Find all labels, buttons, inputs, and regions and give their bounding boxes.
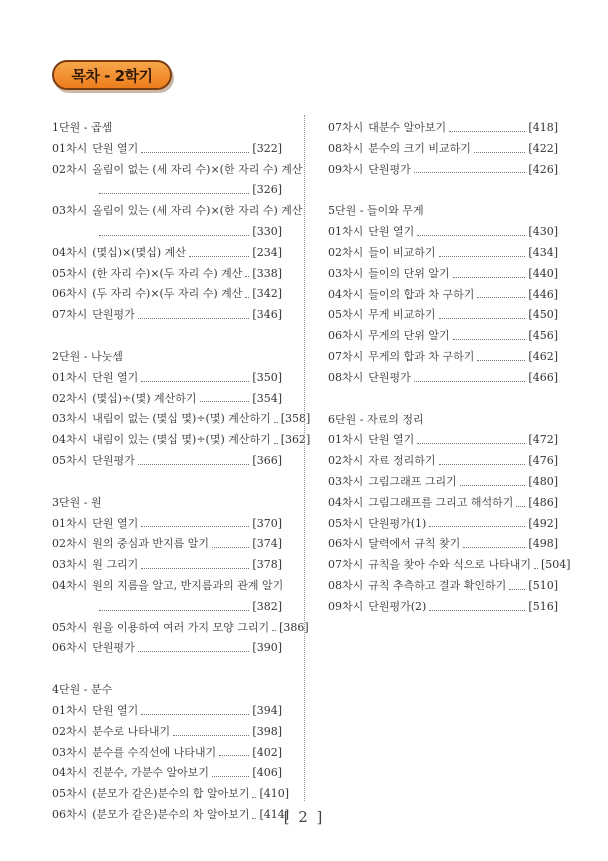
page-ref: [426]	[528, 162, 558, 176]
page-ref: [406]	[252, 766, 282, 780]
entry-title: 들이의 단위 알기	[368, 266, 450, 280]
page-ref: [476]	[528, 454, 558, 468]
page-ref: [462]	[528, 349, 558, 363]
entry-title: (몇십)÷(몇) 계산하기	[92, 391, 197, 405]
page-ref: [440]	[528, 266, 558, 280]
lesson-number: 04차시	[52, 766, 88, 780]
page-ref: [492]	[528, 516, 558, 530]
entry-title: 단원 열기	[92, 141, 139, 155]
entry-line	[52, 451, 282, 472]
lesson-number: 05차시	[52, 620, 88, 634]
entry-title: 달력에서 규칙 찾기	[368, 537, 461, 551]
section-title: 4단원 - 분수	[52, 683, 113, 697]
toc-entry[interactable]	[328, 139, 558, 160]
entry-title: 올림이 있는 (세 자리 수)×(한 자리 수) 계산	[92, 204, 303, 218]
lesson-number: 01차시	[328, 225, 364, 239]
dot-leader	[516, 506, 525, 507]
entry-title: 들이의 합과 차 구하기	[368, 287, 475, 301]
page-ref: [456]	[528, 329, 558, 343]
page-ref: [486]	[528, 495, 558, 509]
toc-entry[interactable]	[52, 284, 282, 305]
page-ref: [342]	[252, 287, 282, 301]
lesson-number: 02차시	[52, 391, 88, 405]
column-divider	[304, 115, 305, 801]
page-ref: [358]	[280, 412, 311, 426]
dot-leader	[141, 526, 249, 527]
dot-leader	[509, 589, 525, 590]
toc-section	[52, 680, 290, 826]
entry-line	[328, 576, 558, 597]
dot-leader	[439, 318, 526, 319]
page-ref: [480]	[528, 474, 558, 488]
lesson-number: 06차시	[328, 329, 364, 343]
toc-entry[interactable]	[52, 576, 282, 618]
toc-entry[interactable]	[52, 201, 303, 243]
section-title: 5단원 - 들이와 무게	[328, 204, 424, 218]
page-ref: [354]	[252, 391, 282, 405]
dot-leader	[429, 526, 525, 527]
entry-title: (한 자리 수)×(두 자리 수) 계산	[92, 266, 243, 280]
dot-leader	[460, 485, 526, 486]
lesson-number: 04차시	[52, 578, 88, 592]
dot-leader	[141, 568, 249, 569]
lesson-number: 05차시	[328, 516, 364, 530]
section-title: 2단원 - 나눗셈	[52, 349, 123, 363]
lesson-number: 09차시	[328, 599, 364, 613]
entry-title: 분수로 나타내기	[92, 724, 171, 738]
lesson-number: 06차시	[52, 287, 88, 301]
toc-entry[interactable]	[52, 514, 282, 535]
dot-leader	[200, 401, 250, 402]
toc-right-column	[328, 118, 571, 639]
entry-title: 단원 열기	[368, 225, 415, 239]
dot-leader	[245, 297, 249, 298]
entry-line	[52, 160, 303, 181]
lesson-number: 08차시	[328, 141, 364, 155]
entry-line	[328, 305, 558, 326]
lesson-number: 02차시	[52, 724, 88, 738]
dot-leader	[138, 318, 250, 319]
toc-entry[interactable]	[52, 139, 282, 160]
entry-line	[52, 389, 282, 410]
page-ref: [370]	[252, 516, 282, 530]
entry-line	[52, 139, 282, 160]
entry-title: 단원평가	[92, 308, 135, 322]
lesson-number: 02차시	[52, 162, 88, 176]
toc-section	[52, 347, 311, 472]
page-ref: [402]	[252, 745, 282, 759]
entry-title: 무게의 합과 차 구하기	[368, 349, 475, 363]
entry-title: 진분수, 가분수 알아보기	[92, 766, 209, 780]
toc-entry[interactable]	[328, 493, 558, 514]
page-ref: [472]	[528, 433, 558, 447]
toc-section	[52, 493, 309, 659]
dot-leader	[99, 610, 249, 611]
toc-left-column	[52, 118, 311, 847]
entry-line	[328, 555, 571, 576]
entry-line	[52, 701, 282, 722]
toc-entry[interactable]	[328, 430, 558, 451]
entry-title: 단원평가(1)	[368, 516, 427, 530]
entry-title: 대분수 알아보기	[368, 121, 447, 134]
entry-title: (몇십)×(몇십) 계산	[92, 245, 186, 259]
entry-line	[52, 555, 282, 576]
entry-line	[328, 430, 558, 451]
lesson-number: 03차시	[52, 412, 88, 426]
dot-leader	[414, 172, 526, 173]
toc-entry[interactable]	[328, 576, 558, 597]
toc-entry[interactable]	[328, 305, 558, 326]
entry-line	[328, 139, 558, 160]
entry-title: 규칙을 찾아 수와 식으로 나타내기	[368, 558, 531, 572]
entry-line	[52, 722, 282, 743]
lesson-number: 01차시	[52, 370, 88, 384]
toc-entry[interactable]	[328, 222, 558, 243]
toc-section	[328, 410, 571, 618]
lesson-number: 04차시	[328, 287, 364, 301]
dot-leader	[245, 276, 249, 277]
page-ref: [390]	[252, 641, 282, 655]
lesson-number: 06차시	[52, 807, 88, 821]
toc-entry[interactable]	[328, 243, 558, 264]
entry-line	[52, 763, 282, 784]
toc-entry[interactable]	[52, 305, 282, 326]
toc-entry[interactable]	[52, 160, 303, 202]
page-ref: [410]	[259, 787, 290, 801]
dot-leader	[189, 256, 250, 257]
page-ref: [466]	[528, 370, 558, 384]
toc-entry[interactable]	[52, 743, 282, 764]
toc-entry[interactable]	[52, 722, 282, 743]
entry-title: 들이 비교하기	[368, 245, 436, 259]
dot-leader	[474, 152, 526, 153]
entry-line	[52, 243, 282, 264]
lesson-number: 01차시	[52, 703, 88, 717]
toc-entry[interactable]	[52, 701, 282, 722]
toc-entry[interactable]	[328, 451, 558, 472]
page-ref: [498]	[528, 537, 558, 551]
lesson-number: 02차시	[52, 537, 88, 551]
entry-line	[52, 201, 303, 222]
toc-section	[328, 118, 558, 180]
entry-title: 원을 이용하여 여러 가지 모양 그리기	[92, 620, 270, 634]
entry-title: 올림이 없는 (세 자리 수)×(한 자리 수) 계산	[92, 162, 303, 176]
entry-line	[52, 784, 290, 805]
dot-leader	[99, 193, 249, 194]
toc-section	[328, 201, 558, 388]
entry-line	[328, 472, 558, 493]
lesson-number: 05차시	[328, 308, 364, 322]
dot-leader	[141, 152, 249, 153]
dot-leader	[219, 755, 249, 756]
entry-title: 분수의 크기 비교하기	[368, 141, 471, 155]
entry-line	[52, 368, 282, 389]
section-title: 3단원 - 원	[52, 495, 102, 509]
section-title: 6단원 - 자료의 정리	[328, 412, 424, 426]
lesson-number: 01차시	[52, 141, 88, 155]
lesson-number: 05차시	[52, 453, 88, 467]
dot-leader	[414, 381, 526, 382]
page-ref: [234]	[252, 245, 282, 259]
entry-title: 단원 열기	[92, 703, 139, 717]
toc-entry[interactable]	[328, 472, 558, 493]
lesson-number: 07차시	[52, 308, 88, 322]
lesson-number: 01차시	[52, 516, 88, 530]
entry-title: 단원평가	[368, 162, 411, 176]
entry-line	[328, 347, 558, 368]
page-ref: [394]	[252, 703, 282, 717]
page-ref: [378]	[252, 558, 282, 572]
entry-title: 단원 열기	[368, 433, 415, 447]
entry-title: 단원평가	[92, 453, 135, 467]
entry-title: 내림이 없는 (몇십 몇)÷(몇) 계산하기	[92, 412, 271, 426]
lesson-number: 07차시	[328, 121, 364, 134]
entry-line	[328, 118, 558, 139]
page-ref: [504]	[541, 558, 571, 572]
toc-entry[interactable]	[328, 534, 558, 555]
page-ref: [382]	[252, 599, 282, 613]
dot-leader	[463, 547, 525, 548]
entry-title: (분모가 같은)분수의 합 알아보기	[92, 787, 250, 801]
entry-line	[328, 264, 558, 285]
lesson-number: 06차시	[52, 641, 88, 655]
entry-title: 분수를 수직선에 나타내기	[92, 745, 217, 759]
toc-section	[52, 118, 303, 326]
toc-entry[interactable]	[52, 618, 309, 639]
lesson-number: 05차시	[52, 787, 88, 801]
dot-leader	[173, 735, 249, 736]
entry-line	[52, 514, 282, 535]
page-ref: [330]	[252, 224, 282, 238]
page-ref: [386]	[279, 620, 309, 634]
toc-entry[interactable]	[52, 430, 311, 451]
page-ref: [346]	[252, 308, 282, 322]
dot-leader	[272, 630, 276, 631]
entry-title: (두 자리 수)×(두 자리 수) 계산	[92, 287, 243, 301]
entry-continuation	[52, 180, 282, 201]
entry-line	[52, 284, 282, 305]
toc-entry[interactable]	[52, 243, 282, 264]
entry-line	[52, 743, 282, 764]
toc-entry[interactable]	[52, 409, 311, 430]
toc-entry[interactable]	[328, 160, 558, 181]
entry-line	[328, 451, 558, 472]
dot-leader	[141, 714, 249, 715]
dot-leader	[534, 568, 538, 569]
page-ref: [510]	[528, 578, 558, 592]
lesson-number: 01차시	[328, 433, 364, 447]
dot-leader	[138, 651, 250, 652]
toc-entry[interactable]	[328, 118, 558, 139]
dot-leader	[477, 297, 525, 298]
lesson-number: 03차시	[328, 266, 364, 280]
page-ref: [322]	[252, 141, 282, 155]
dot-leader	[429, 610, 525, 611]
dot-leader	[439, 256, 526, 257]
entry-line	[328, 368, 558, 389]
entry-title: 단원평가	[92, 641, 135, 655]
toc-entry[interactable]	[328, 326, 558, 347]
page-ref: [434]	[528, 245, 558, 259]
lesson-number: 02차시	[328, 245, 364, 259]
page-ref: [338]	[252, 266, 282, 280]
page-ref: [516]	[528, 599, 558, 613]
dot-leader	[212, 776, 249, 777]
entry-line	[328, 160, 558, 181]
dot-leader	[274, 443, 278, 444]
lesson-number: 04차시	[52, 245, 88, 259]
entry-title: 단원평가	[368, 370, 411, 384]
dot-leader	[439, 464, 526, 465]
toc-entry[interactable]	[328, 347, 558, 368]
page-ref: [326]	[252, 183, 282, 197]
toc-entry[interactable]	[52, 763, 282, 784]
entry-line	[328, 326, 558, 347]
dot-leader	[141, 381, 249, 382]
lesson-number: 09차시	[328, 162, 364, 176]
entry-line	[328, 285, 558, 306]
lesson-number: 03차시	[328, 474, 364, 488]
dot-leader	[99, 235, 249, 236]
dot-leader	[453, 277, 526, 278]
entry-line	[52, 305, 282, 326]
dot-leader	[477, 360, 525, 361]
entry-title: 단원평가(2)	[368, 599, 427, 613]
toc-entry[interactable]	[328, 597, 558, 618]
lesson-number: 03차시	[52, 745, 88, 759]
entry-title: (분모가 같은)분수의 차 알아보기	[92, 807, 250, 821]
entry-title: 원의 중심과 반지름 알기	[92, 537, 209, 551]
entry-title: 그림그래프를 그리고 해석하기	[368, 495, 514, 509]
entry-line	[328, 514, 558, 535]
entry-line	[328, 493, 558, 514]
toc-entry[interactable]	[52, 451, 282, 472]
toc-entry[interactable]	[328, 264, 558, 285]
page-ref: [446]	[528, 287, 558, 301]
page-ref: [450]	[528, 308, 558, 322]
lesson-number: 08차시	[328, 578, 364, 592]
entry-title: 규칙 추측하고 결과 확인하기	[368, 578, 507, 592]
lesson-number: 02차시	[328, 454, 364, 468]
lesson-number: 03차시	[52, 204, 88, 218]
page-ref: [366]	[252, 453, 282, 467]
entry-continuation	[52, 597, 282, 618]
dot-leader	[274, 422, 278, 423]
entry-title: 그림그래프 그리기	[368, 474, 457, 488]
dot-leader	[212, 547, 249, 548]
toc-entry[interactable]	[328, 555, 571, 576]
dot-leader	[449, 131, 525, 132]
entry-line	[52, 618, 309, 639]
entry-line	[328, 534, 558, 555]
lesson-number: 06차시	[328, 537, 364, 551]
toc-entry[interactable]	[52, 389, 282, 410]
entry-title: 자료 정리하기	[368, 454, 436, 468]
toc-entry[interactable]	[52, 638, 282, 659]
entry-line	[52, 638, 282, 659]
lesson-number: 07차시	[328, 558, 364, 572]
dot-leader	[417, 443, 525, 444]
page-number: [ 2 ]	[283, 808, 325, 826]
dot-leader	[453, 339, 526, 340]
entry-line	[328, 222, 558, 243]
section-title: 1단원 - 곱셈	[52, 121, 113, 134]
entry-title: 단원 열기	[92, 516, 139, 530]
dot-leader	[138, 464, 250, 465]
lesson-number: 04차시	[52, 433, 88, 447]
entry-line	[328, 597, 558, 618]
toc-entry[interactable]	[52, 264, 282, 285]
toc-entry[interactable]	[52, 534, 282, 555]
page-ref: [398]	[252, 724, 282, 738]
dot-leader	[252, 797, 256, 798]
lesson-number: 08차시	[328, 370, 364, 384]
toc-entry[interactable]	[52, 784, 290, 805]
page-ref: [374]	[252, 537, 282, 551]
entry-line	[52, 409, 311, 430]
page-ref: [414]	[259, 807, 290, 821]
toc-entry[interactable]	[52, 368, 282, 389]
entry-line	[52, 430, 311, 451]
toc-entry[interactable]	[328, 285, 558, 306]
toc-entry[interactable]	[328, 514, 558, 535]
entry-title: 무게의 단위 알기	[368, 329, 450, 343]
lesson-number: 07차시	[328, 349, 364, 363]
page-ref: [362]	[280, 433, 311, 447]
entry-title: 무게 비교하기	[368, 308, 436, 322]
page-ref: [430]	[528, 225, 558, 239]
page-ref: [422]	[528, 141, 558, 155]
entry-continuation	[52, 222, 282, 243]
dot-leader	[417, 235, 525, 236]
entry-line	[328, 243, 558, 264]
toc-entry[interactable]	[328, 368, 558, 389]
page-ref: [418]	[528, 121, 558, 134]
entry-title: 단원 열기	[92, 370, 139, 384]
lesson-number: 03차시	[52, 558, 88, 572]
entry-line	[52, 264, 282, 285]
toc-entry[interactable]	[52, 555, 282, 576]
entry-title: 원 그리기	[92, 558, 139, 572]
toc-title: 목차 - 2학기	[52, 60, 172, 90]
page-ref: [350]	[252, 370, 282, 384]
entry-title: 원의 지름을 알고, 반지름과의 관계 알기	[92, 578, 284, 592]
lesson-number: 04차시	[328, 495, 364, 509]
entry-title: 내림이 있는 (몇십 몇)÷(몇) 계산하기	[92, 433, 271, 447]
lesson-number: 05차시	[52, 266, 88, 280]
entry-line	[52, 534, 282, 555]
entry-line	[52, 576, 282, 597]
